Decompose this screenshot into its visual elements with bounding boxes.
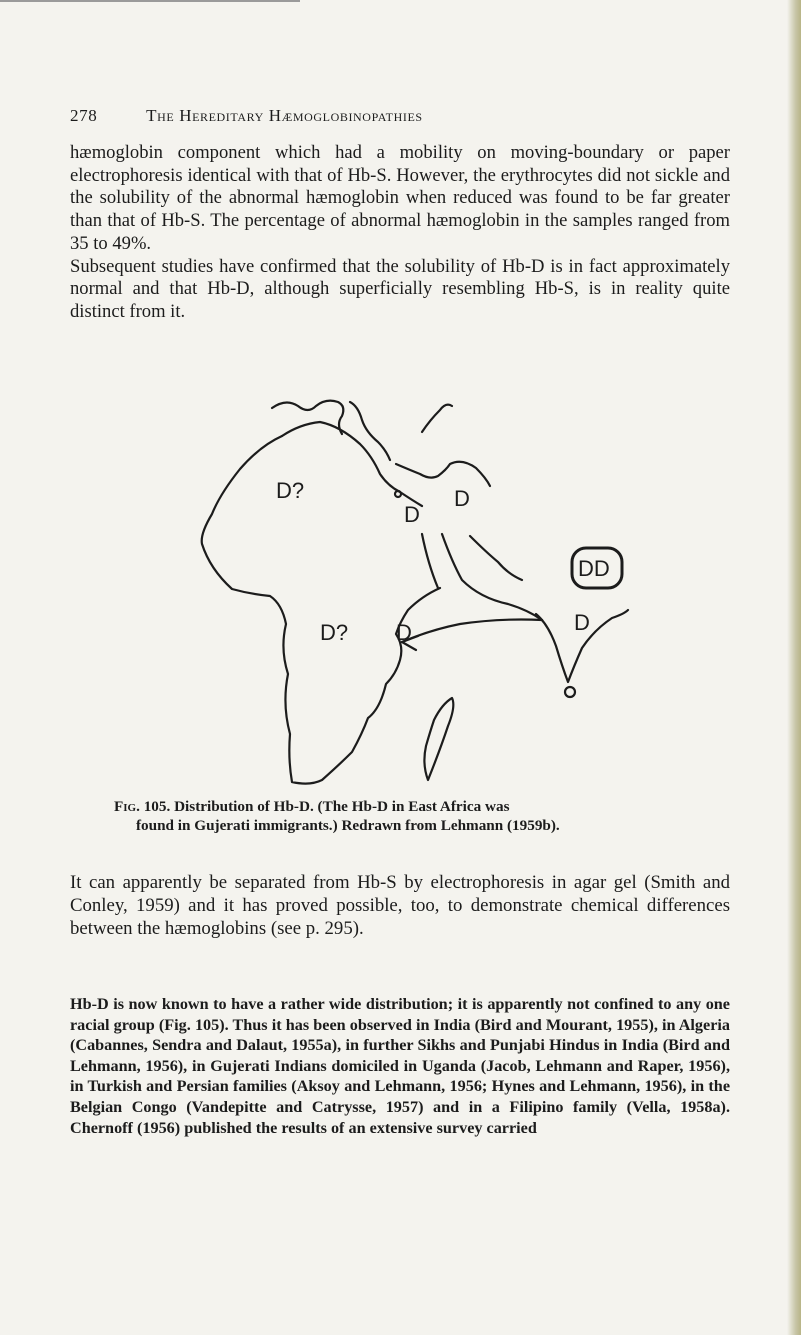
- label-d-east-africa: D: [396, 620, 412, 645]
- europe-outline: [272, 401, 343, 434]
- label-dd-india: DD: [578, 556, 610, 581]
- label-d-mediterranean: D: [454, 486, 470, 511]
- africa-asia-map: [190, 384, 650, 794]
- turkey-outline: [422, 405, 452, 432]
- page-number: 278: [70, 106, 98, 125]
- caption-line-2: found in Gujerati immigrants.) Redrawn from Lehmann (1959b).: [136, 816, 560, 834]
- red-sea-west: [422, 534, 438, 588]
- arabia-outline: [442, 534, 542, 620]
- paragraph-3: Hb-D is now known to have a rather wide distribution; it is apparently not confined to any one racial group (Fig. 105). Thus it has been observed in India (Bird and Mourant, 1955), in Algeria (Cabannes, Sendra and Dalaut, 1955a), in further Sikhs and Punjabi Hindus in India (Bird and Lehmann, 1956), in Gujerati Indians domiciled in Uganda (Jacob, Lehmann and Raper, 1956), in Turkish and Persian families (Aksoy and Lehmann, 1956; Hynes and Lehmann, 1956), in the Belgian Congo (Vandepitte and Catrysse, 1957) and in a Filipino family (Vella, 1958a). Chernoff (1956) published the results of an extensive survey carried: [70, 995, 730, 1137]
- balkans-outline: [350, 402, 390, 460]
- persian-gulf: [470, 536, 522, 580]
- migration-arrow: [402, 620, 542, 643]
- running-header: [70, 106, 730, 126]
- label-d-levant: D: [404, 502, 420, 527]
- figure-label: Fig. 105.: [114, 798, 171, 815]
- label-d-q-west-africa: D?: [320, 620, 349, 645]
- top-rule: [0, 0, 300, 2]
- page-edge-shadow: [787, 0, 801, 1335]
- ceylon-circle: [565, 687, 575, 697]
- levant-circle: [395, 491, 401, 497]
- label-d-q-north-africa: D?: [276, 478, 305, 503]
- caption-line-1: Distribution of Hb-D. (The Hb-D in East Africa was: [174, 798, 510, 815]
- africa-west-coast: [202, 436, 440, 784]
- figure-105-map: [190, 384, 650, 794]
- levant-outline: [396, 462, 490, 486]
- figure-caption: [114, 798, 702, 835]
- paragraph-1: [70, 142, 730, 324]
- paragraph-1-part-1: hæmoglobin component which had a mobility on moving-boundary or paper electrophoresis identical with that of Hb-S. However, the erythrocytes did not sickle and the solubility of the abnormal hæmoglobin when reduced was found to be far greater than that of Hb-S. The percentage of abnormal hæmoglobin in the samples ranged from 35 to 49%.: [70, 142, 730, 254]
- running-title: The Hereditary Hæmoglobinopathies: [146, 106, 423, 125]
- label-d-south-india: D: [574, 610, 590, 635]
- paragraph-2: It can apparently be separated from Hb-S by electrophoresis in agar gel (Smith and Conley, 1959) and it has proved possible, too, to demonstrate chemical differences between the hæmoglobins (see p. 295).: [70, 872, 730, 939]
- paragraph-1-part-2: Subsequent studies have confirmed that the solubility of Hb-D is in fact approximately normal and that Hb-D, although superficially resembling Hb-S, is in reality quite distinct from it.: [70, 255, 730, 322]
- madagascar-outline: [424, 698, 453, 780]
